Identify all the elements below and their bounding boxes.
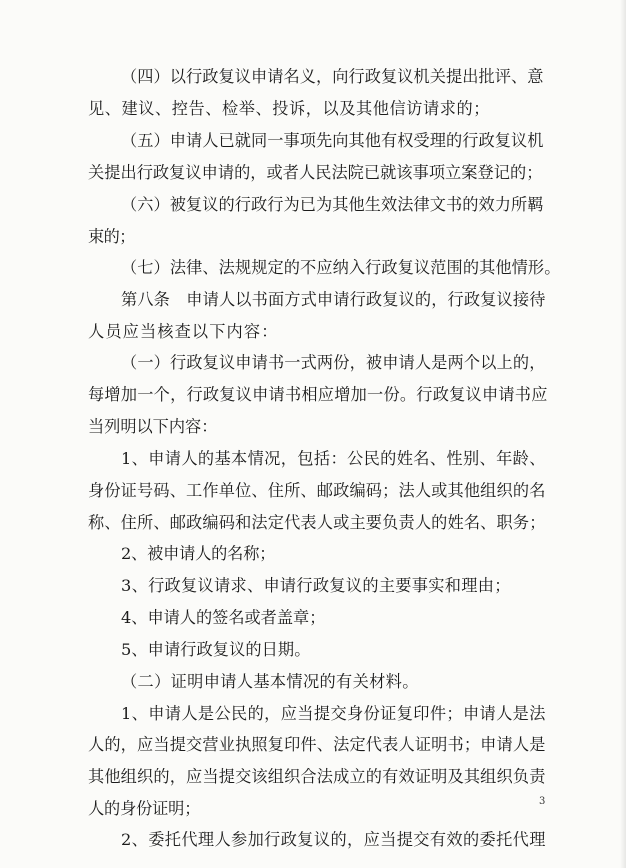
- text-line: （五）申请人已就同一事项先向其他有权受理的行政复议机: [121, 131, 544, 150]
- text-line: 1、申请人的基本情况，包括：公民的姓名、性别、年龄、: [121, 449, 546, 468]
- text-line: 身份证号码、工作单位、住所、邮政编码；法人或其他组织的名: [88, 481, 546, 500]
- text-line: 每增加一个，行政复议申请书相应增加一份。行政复议申请书应: [88, 385, 548, 404]
- text-line: （七）法律、法规规定的不应纳入行政复议范围的其他情形。: [121, 258, 561, 277]
- text-line: 1、申请人是公民的，应当提交身份证复印件；申请人是法: [121, 704, 546, 723]
- text-line: 3、行政复议请求、申请行政复议的主要事实和理由；: [121, 576, 511, 595]
- text-line: 称、住所、邮政编码和法定代表人或主要负责人的姓名、职务；: [88, 513, 546, 532]
- text-line: 关提出行政复议申请的，或者人民法院已就该事项立案登记的；: [88, 163, 543, 182]
- text-line: 2、委托代理人参加行政复议的，应当提交有效的委托代理: [121, 830, 546, 849]
- text-line: （一）行政复议申请书一式两份，被申请人是两个以上的，: [121, 353, 546, 372]
- text-line: 第八条 申请人以书面方式申请行政复议的，行政复议接待: [121, 290, 546, 309]
- text-line: 人员应当核查以下内容：: [88, 322, 279, 341]
- text-line: 2、被申请人的名称；: [121, 544, 276, 563]
- text-line: 5、申请行政复议的日期。: [121, 640, 311, 659]
- text-line: 见、建议、控告、检举、投诉，以及其他信访请求的；: [88, 99, 490, 118]
- text-line: （四）以行政复议申请名义，向行政复议机关提出批评、意: [121, 67, 544, 86]
- text-line: 束的；: [88, 227, 135, 246]
- text-line: 人的，应当提交营业执照复印件、法定代表人证明书；申请人是: [88, 735, 546, 754]
- page-edge-shadow: [620, 0, 626, 868]
- text-line: 人的身份证明；: [88, 799, 201, 818]
- page-number: 3: [539, 796, 546, 807]
- text-line: （二）证明申请人基本情况的有关材料。: [121, 672, 419, 691]
- text-line: 当列明以下内容：: [88, 417, 218, 436]
- text-line: 4、申请人的签名或者盖章；: [121, 608, 326, 627]
- text-line: 其他组织的，应当提交该组织合法成立的有效证明及其组织负责: [88, 767, 546, 786]
- text-line: （六）被复议的行政行为已为其他生效法律文书的效力所羁: [121, 195, 544, 214]
